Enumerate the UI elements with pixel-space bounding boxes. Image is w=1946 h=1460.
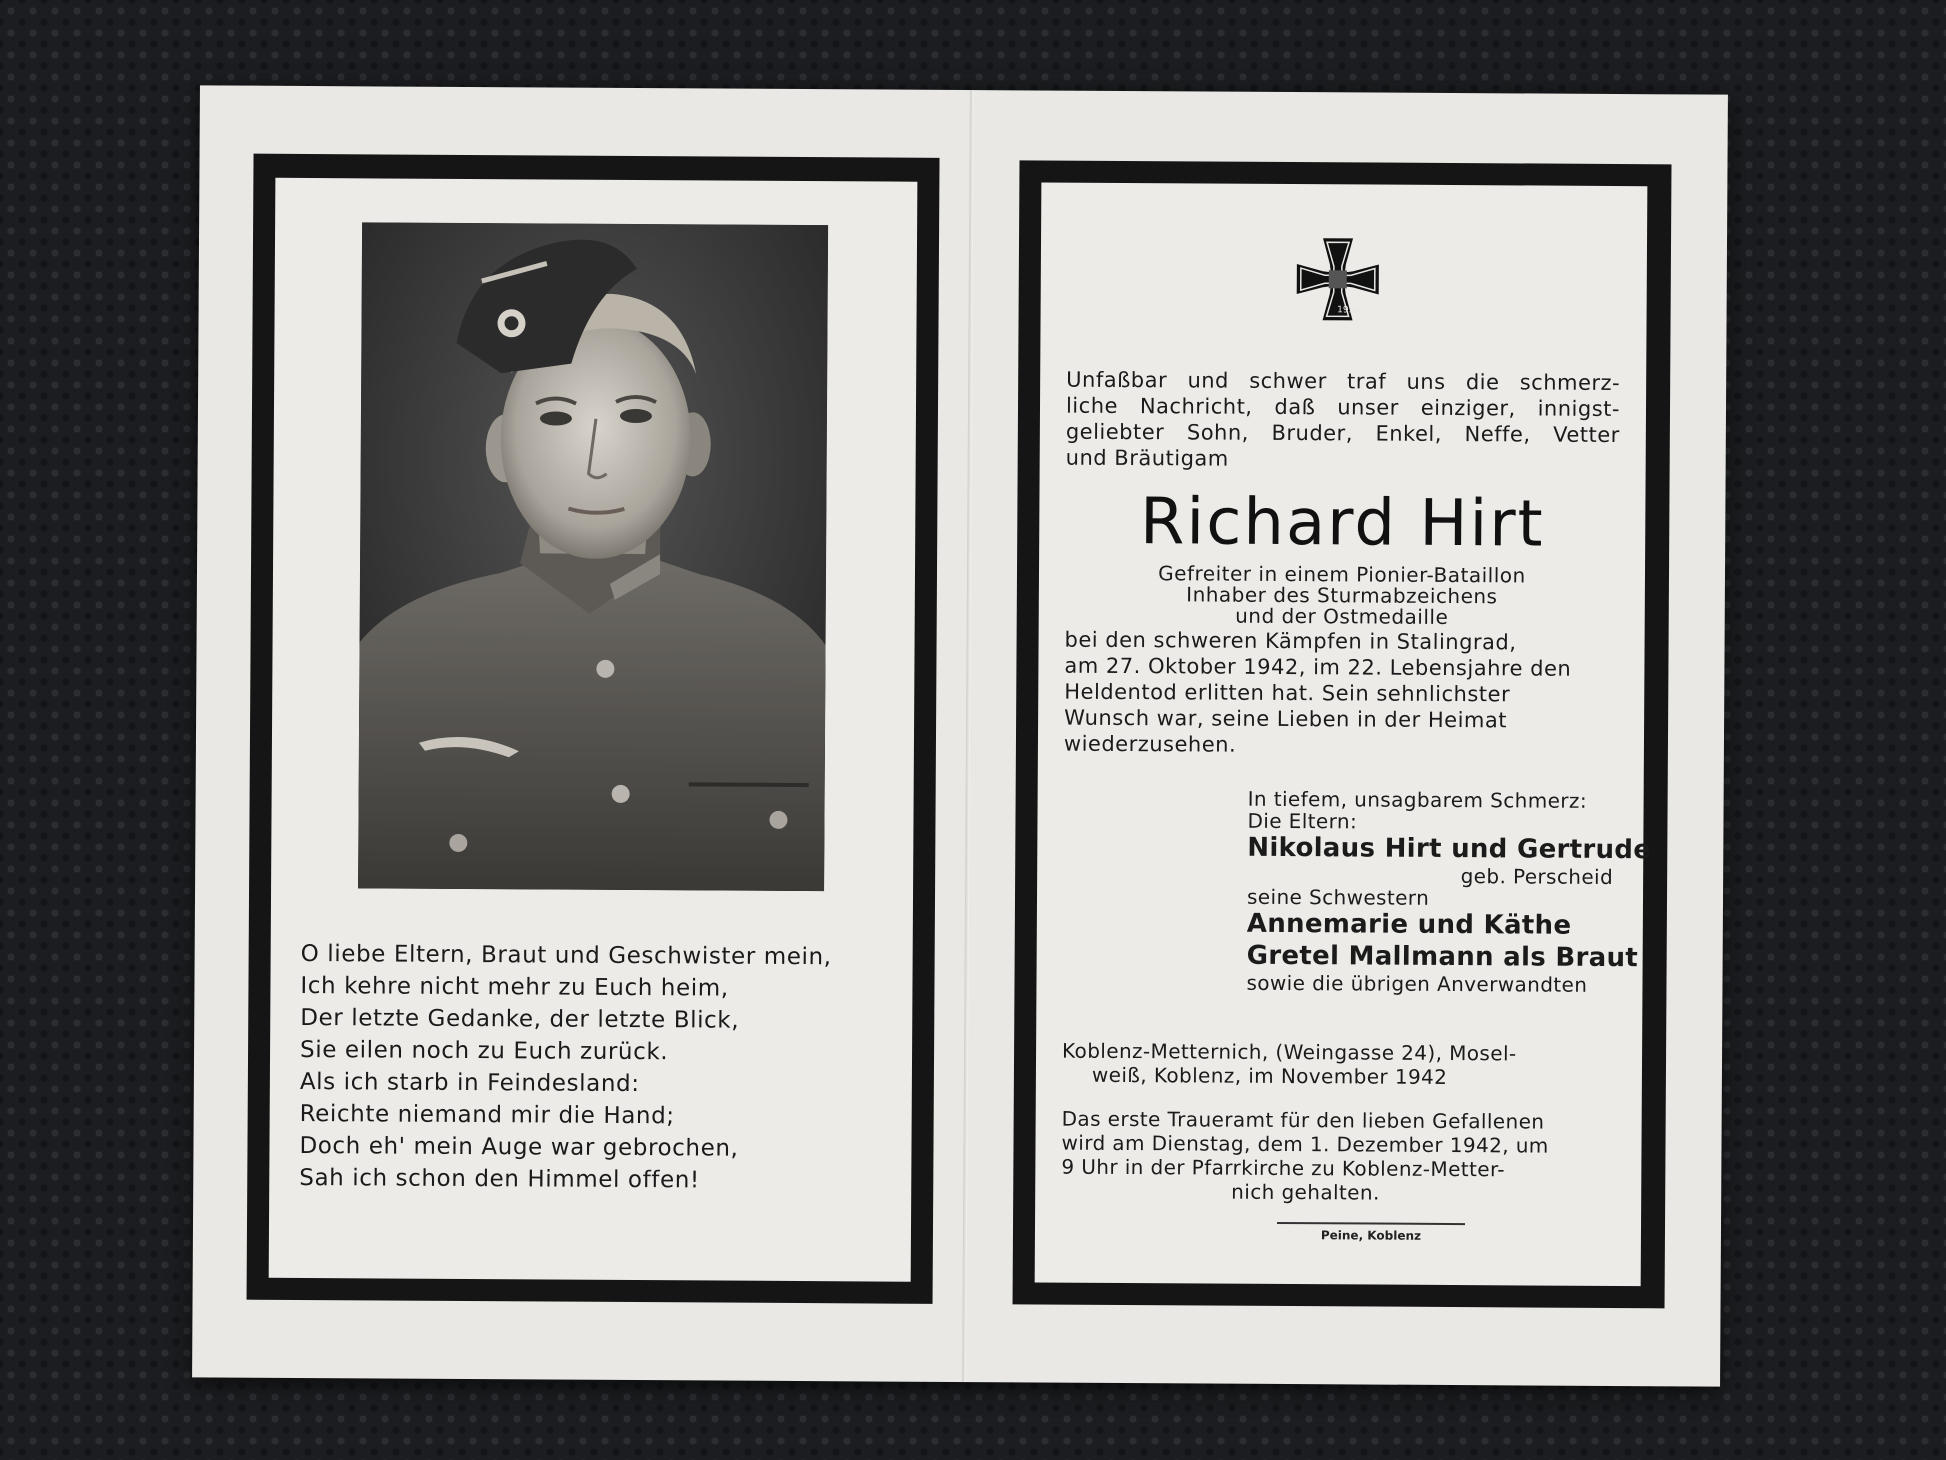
sisters-names: Annemarie und Käthe <box>1246 908 1572 941</box>
mourning-line: In tiefem, unsagbarem Schmerz: <box>1247 786 1588 813</box>
sisters-label: seine Schwestern <box>1246 884 1430 910</box>
poem-line: Reichte niemand mir die Hand; <box>299 1100 675 1130</box>
parents-label: Die Eltern: <box>1247 808 1358 834</box>
right-mourning-frame <box>1013 160 1672 1308</box>
poem-line: Doch eh' mein Auge war gebrochen, <box>299 1132 739 1162</box>
printer-imprint: Peine, Koblenz <box>1320 1228 1422 1243</box>
intro-line: und Bräutigam <box>1065 445 1229 471</box>
soldier-portrait-image <box>358 222 828 891</box>
place-and-date <box>1062 1039 1616 1090</box>
right-panel <box>1035 182 1652 1286</box>
bride-name: Gretel Mallmann als Braut <box>1246 940 1639 974</box>
rank-line: Gefreiter in einem Pionier-Bataillon <box>1158 561 1526 588</box>
printer-divider <box>1277 1222 1465 1225</box>
intro-line: Unfaßbar und schwer traf uns die schmerz- <box>1066 367 1621 396</box>
mass-line: 9 Uhr in der Pfarrkirche zu Koblenz-Metter- <box>1061 1154 1506 1182</box>
poem-line: Sah ich schon den Himmel offen! <box>299 1164 700 1194</box>
mass-line: nich gehalten. <box>1231 1179 1380 1205</box>
poem-line: Der letzte Gedanke, der letzte Blick, <box>300 1004 740 1034</box>
intro-line: liche Nachricht, daß unser einziger, innigst- <box>1065 393 1621 422</box>
body-line: wiederzusehen. <box>1063 731 1237 757</box>
requiem-mass-notice <box>1061 1107 1616 1206</box>
poem-line: Als ich starb in Feindesland: <box>299 1068 640 1098</box>
place-line: weiß, Koblenz, im November 1942 <box>1091 1062 1448 1089</box>
poem-line: Sie eilen noch zu Euch zurück. <box>299 1036 669 1066</box>
deceased-name: Richard Hirt <box>1139 485 1545 562</box>
mother-maiden-name: geb. Perscheid <box>1460 864 1614 889</box>
rank-line: Inhaber des Sturmabzeichens <box>1186 582 1498 609</box>
mass-line: wird am Dienstag, dem 1. Dezember 1942, um <box>1061 1130 1549 1158</box>
parents-names: Nikolaus Hirt und Gertrude <box>1247 832 1652 866</box>
left-panel <box>269 178 918 1282</box>
cross-year: 1939 <box>1337 305 1361 316</box>
card-fold <box>962 90 974 1382</box>
memorial-poem <box>299 938 891 1198</box>
place-line: Koblenz-Metternich, (Weingasse 24), Mosel- <box>1062 1038 1517 1066</box>
body-line: bei den schweren Kämpfen in Stalingrad, <box>1064 627 1517 655</box>
soldier-portrait-photo <box>358 222 828 891</box>
iron-cross-icon <box>1293 234 1384 325</box>
announcement-body <box>1064 627 1619 760</box>
intro-line: geliebter Sohn, Bruder, Enkel, Neffe, Vetter <box>1065 419 1620 448</box>
death-card <box>192 85 1728 1386</box>
announcement-intro <box>1066 367 1621 474</box>
body-line: Wunsch war, seine Lieben in der Heimat <box>1064 705 1508 733</box>
poem-line: Ich kehre nicht mehr zu Euch heim, <box>300 972 729 1002</box>
body-line: am 27. Oktober 1942, im 22. Lebensjahre den <box>1064 653 1572 681</box>
poem-line: O liebe Eltern, Braut und Geschwister mein, <box>300 940 832 971</box>
body-line: Heldentod erlitten hat. Sein sehnlichster <box>1064 679 1511 707</box>
mass-line: Das erste Traueramt für den lieben Gefallenen <box>1061 1106 1545 1134</box>
family-mourners <box>1246 786 1652 997</box>
other-relatives: sowie die übrigen Anverwandten <box>1246 970 1588 997</box>
rank-line: und der Ostmedaille <box>1235 603 1449 629</box>
left-mourning-frame <box>247 154 940 1304</box>
rank-and-decorations <box>1065 563 1619 629</box>
